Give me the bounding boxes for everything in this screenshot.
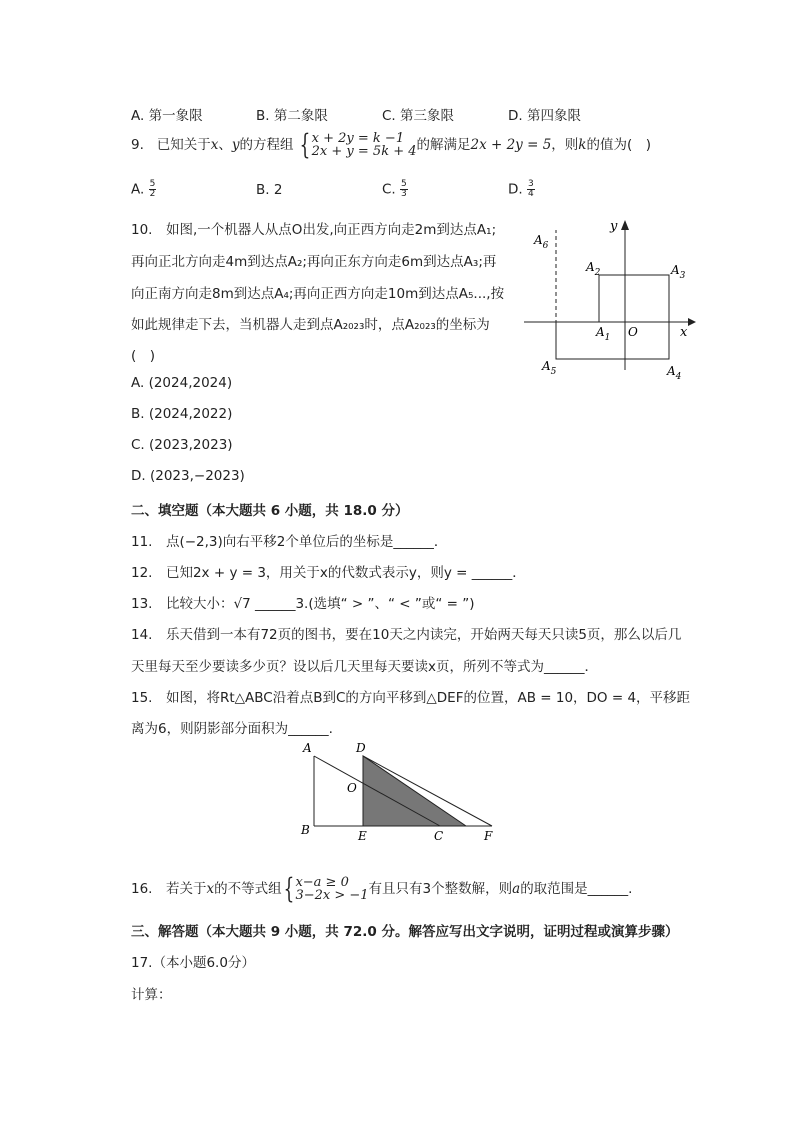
q9-equation-system: x + 2y = k −1 2x + y = 5k + 4 <box>311 131 417 159</box>
q9-stem: 9. 已知关于x、y的方程组 { x + 2y = k −1 2x + y = 5k + 4的解满足2x + 2y = 5，则k的值为( ) <box>131 128 652 161</box>
q17-header: 17.（本小题6.0分） <box>131 955 255 971</box>
label-x: x <box>680 325 688 340</box>
q10-option-b: B. (2024,2022) <box>131 406 233 422</box>
q10-option-d: D. (2023,−2023) <box>131 468 245 484</box>
q13: 13. 比较大小：√7 ______3.(选填“ > ”、“ < ”或“ = ”) <box>131 596 475 612</box>
x-axis-arrow <box>688 318 696 326</box>
q14-line-2: 天里每天至少要读多少页？设以后几天里每天要读x页，所列不等式为______． <box>131 659 598 675</box>
q10-line-5: ( ) <box>131 348 156 364</box>
label-b: B <box>301 823 310 837</box>
q15-line-1: 15. 如图，将Rt△ABC沿着点B到C的方向平移到△DEF的位置，AB = 10，DO = 4，平移距 <box>131 690 691 706</box>
q9-option-d: D. $\frac{3}{4}$ <box>508 179 534 199</box>
q8-option-d: D. 第四象限 <box>508 108 581 124</box>
label-a2: $A_2$ <box>586 260 601 278</box>
q16-inequality-system: x−a ≥ 0 3−2x > −1 <box>295 875 369 903</box>
label-a6: $A_6$ <box>534 233 549 251</box>
q10-line-2: 再向正北方向走4m到达点A₂;再向正东方向走6m到达点A₃;再 <box>131 254 497 270</box>
q14-line-1: 14. 乐天借到一本有72页的图书，要在10天之内读完，开始两天每天只读5页，那么以后几 <box>131 627 682 643</box>
section-3-heading: 三、解答题（本大题共 9 小题，共 72.0 分。解答应写出文字说明，证明过程或演算步骤） <box>131 924 679 940</box>
label-a4: $A_4$ <box>667 364 682 382</box>
label-a3: $A_3$ <box>671 263 686 281</box>
label-y: y <box>610 219 618 234</box>
q15-triangle-figure <box>298 740 498 845</box>
q16: 16. 若关于x的不等式组{ x−a ≥ 0 3−2x > −1有且只有3个整数解，则a的取范围是______. <box>131 872 633 905</box>
shaded-region <box>363 756 466 826</box>
q8-option-b: B. 第二象限 <box>256 108 328 124</box>
q10-option-c: C. (2023,2023) <box>131 437 233 453</box>
section-2-heading: 二、填空题（本大题共 6 小题，共 18.0 分） <box>131 503 409 519</box>
q8-option-a: A. 第一象限 <box>131 108 203 124</box>
path-a3-a4-a5 <box>556 322 669 359</box>
y-axis-arrow <box>621 220 629 230</box>
label-c: C <box>434 829 444 843</box>
q10-option-a: A. (2024,2024) <box>131 375 233 391</box>
label-o: O <box>347 781 357 795</box>
q17-calc-label: 计算： <box>131 987 172 1003</box>
q12: 12. 已知2x + y = 3，用关于x的代数式表示y，则y = ______． <box>131 565 526 581</box>
q15-line-2: 离为6，则阴影部分面积为______. <box>131 721 333 737</box>
label-f: F <box>484 829 493 843</box>
q10-coordinate-figure <box>520 212 700 382</box>
label-a5: $A_5$ <box>542 359 557 377</box>
q9-option-b: B. 2 <box>256 182 283 198</box>
label-e: E <box>358 829 367 843</box>
q11: 11. 点(−2,3)向右平移2个单位后的坐标是______． <box>131 534 448 550</box>
label-o: O <box>628 325 638 339</box>
q9-option-a: A. $\frac{5}{2}$ <box>131 179 156 199</box>
q10-line-1: 10. 如图,一个机器人从点O出发,向正西方向走2m到达点A₁; <box>131 222 497 238</box>
q9-option-c: C. $\frac{5}{3}$ <box>382 179 407 199</box>
label-a1: $A_1$ <box>596 325 611 343</box>
q10-line-4: 如此规律走下去，当机器人走到点A₂₀₂₃时，点A₂₀₂₃的坐标为 <box>131 317 490 333</box>
label-d: D <box>356 741 366 755</box>
path-a1-a2-a3 <box>599 275 669 322</box>
q8-option-c: C. 第三象限 <box>382 108 455 124</box>
label-a: A <box>303 741 312 755</box>
q10-line-3: 向正南方向走8m到达点A₄;再向正西方向走10m到达点A₅...,按 <box>131 286 505 302</box>
